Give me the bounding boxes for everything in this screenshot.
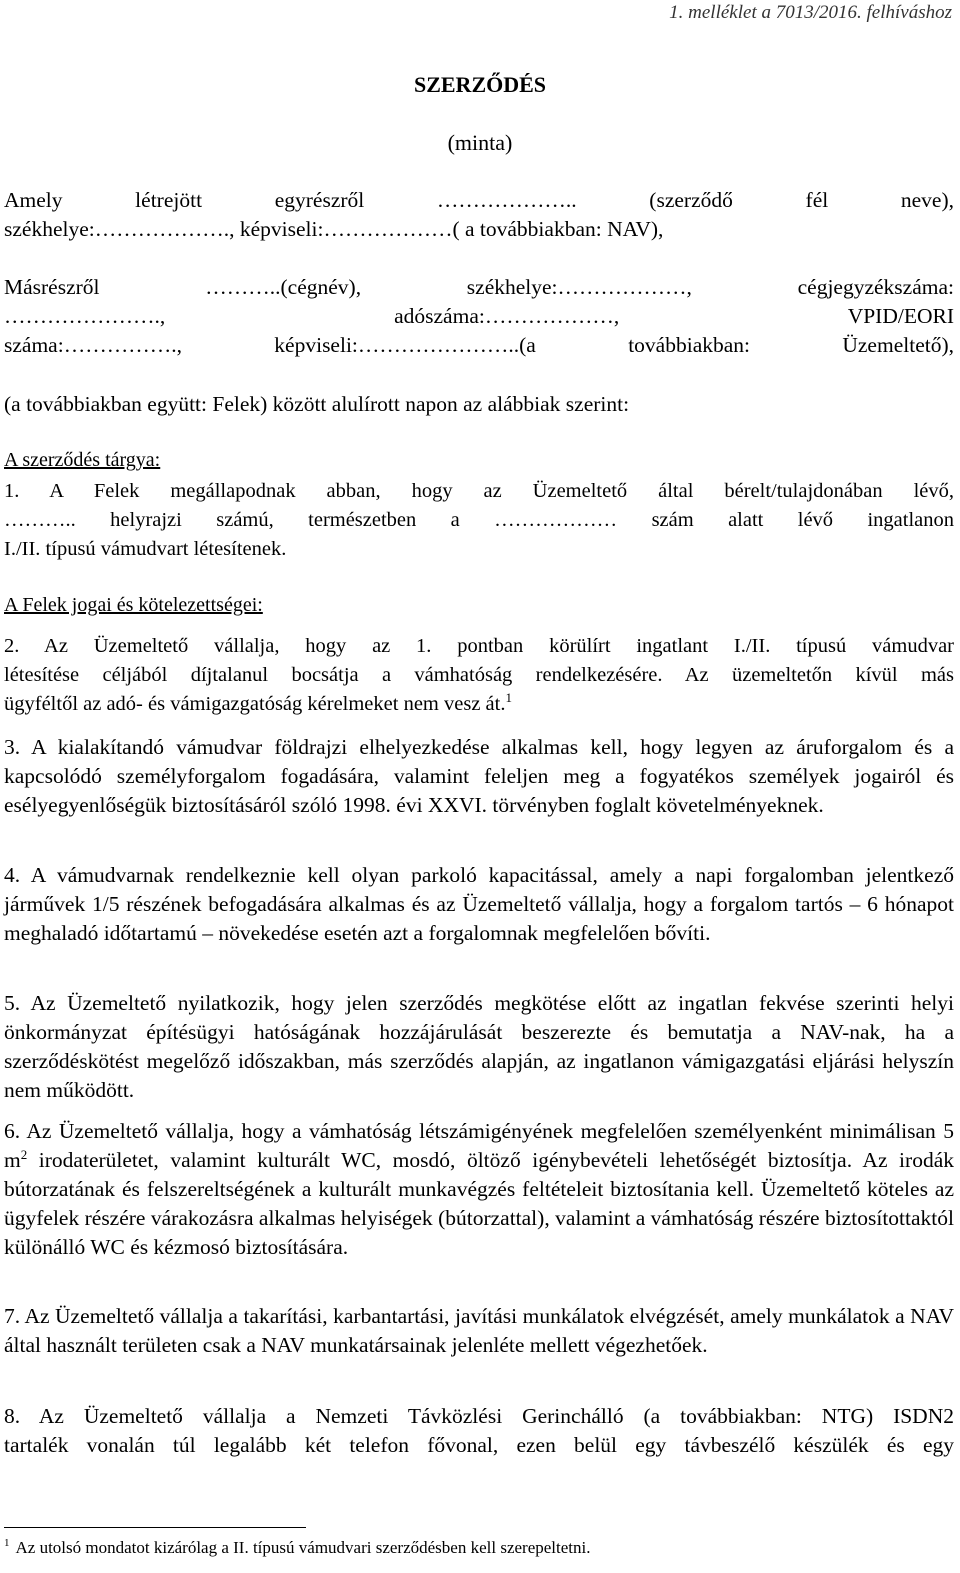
document-subtitle: (minta) bbox=[447, 130, 513, 155]
paragraph-2-line: 2. Az Üzemeltető vállalja, hogy az 1. pontban körülírt ingatlant I./II. típusú vámudvar bbox=[4, 635, 954, 657]
paragraph-8-line: tartalék vonalán túl legalább két telefon fővonal, ezen belül egy távbeszélő készülék és egy bbox=[4, 1433, 954, 1457]
party-1-line: székhelye:………………., képviseli:………………( a továbbiakban: NAV), bbox=[4, 217, 664, 241]
paragraph-8 bbox=[4, 1402, 954, 1460]
paragraph-6-text-a: 6. Az Üzemeltető vállalja, hogy a vámhatóság létszámigényének megfelelően személyenként minimálisan 5 m bbox=[4, 1119, 954, 1172]
party-2-line: száma:……………., képviseli:…………………..(a továbbiakban: Üzemeltető), bbox=[4, 333, 954, 357]
rights-heading: A Felek jogai és kötelezettségei: bbox=[4, 594, 263, 616]
party-2-line: Másrészről ………..(cégnév), székhelye:………………, cégjegyzékszáma: bbox=[4, 275, 954, 299]
paragraph-1-line: I./II. típusú vámudvart létesítenek. bbox=[4, 538, 287, 560]
paragraph-2-line: létesítése céljából díjtalanul bocsátja a vámhatóság rendelkezésére. Az üzemeltetőn kívül más bbox=[4, 664, 954, 686]
footnote-reference: 1 bbox=[505, 690, 512, 706]
paragraph-3: 3. A kialakítandó vámudvar földrajzi elhelyezkedése alkalmas kell, hogy legyen az áruforgalom és a kapcsolódó személyforgalom fogadására, valamint feleljen meg a fogyatékos személyek jogairól és esélyegyenlőségük biztosításáról szóló 1998. évi XXVI. törvényben foglalt követelményeknek. bbox=[4, 735, 954, 817]
footnote-mark: 1 bbox=[4, 1537, 10, 1550]
footnote-divider bbox=[4, 1527, 306, 1528]
paragraph-7: 7. Az Üzemeltető vállalja a takarítási, karbantartási, javítási munkálatok elvégzését, amely munkálatok a NAV által használt területen csak a NAV munkatársainak jelenléte mellett végezhetőek. bbox=[4, 1304, 954, 1357]
document-title: SZERZŐDÉS bbox=[413, 72, 547, 97]
paragraph-1 bbox=[4, 477, 954, 564]
paragraph-6-text-b: irodaterületet, valamint kulturált WC, mosdó, öltöző igénybevételi lehetőségét biztosítja. Az irodák bútorzatának és felszereltségének a kulturált munkavégzés feltételeit biztosítania kell. Üzemeltető köteles az ügyfelek részére várakozásra alkalmas helyiségek (bútorzattal), valamint a vámhatóság részére biztosítottaktól különálló WC és kézmosó biztosítására. bbox=[4, 1148, 954, 1259]
annex-reference: 1. melléklet a 7013/2016. felhíváshoz bbox=[669, 2, 952, 23]
paragraph-8-line: 8. Az Üzemeltető vállalja a Nemzeti Távközlési Gerinchálló (a továbbiakban: NTG) ISDN2 bbox=[4, 1404, 954, 1428]
paragraph-5: 5. Az Üzemeltető nyilatkozik, hogy jelen szerződés megkötése előtt az ingatlan fekvése szerinti helyi önkormányzat építésügyi hatóságának hozzájárulását beszerezte és bemutatja a NAV-nak, ha a szerződéskötést megelőző időszakban, más szerződés alapján, az ingatlanon vámigazgatási eljárási helyszín nem működött. bbox=[4, 991, 954, 1102]
footnote-text: Az utolsó mondatot kizárólag a II. típusú vámudvari szerződésben kell szerepeltetni. bbox=[15, 1538, 591, 1557]
subject-heading: A szerződés tárgya: bbox=[4, 449, 161, 471]
paragraph-2-last-text: ügyféltől az adó- és vámigazgatóság kérelmeket nem vesz át. bbox=[4, 693, 506, 715]
intro-paragraph bbox=[4, 390, 954, 419]
party-2-line: …………………., adószáma:………………, VPID/EORI bbox=[4, 304, 954, 328]
paragraph-2 bbox=[4, 632, 954, 719]
paragraph-1-line: ……….. helyrajzi számú, természetben a ……………… szám alatt lévő ingatlanon bbox=[4, 509, 954, 531]
paragraph-6 bbox=[4, 1117, 954, 1262]
intro-text: (a továbbiakban együtt: Felek) között alulírott napon az alábbiak szerint: bbox=[4, 392, 630, 416]
party-2-block bbox=[4, 273, 954, 360]
paragraph-2-line bbox=[4, 690, 954, 719]
paragraph-4: 4. A vámudvarnak rendelkeznie kell olyan parkoló kapacitással, amely a napi forgalomban jelentkező járművek 1/5 részének befogadására alkalmas és az Üzemeltető vállalja, hogy a forgalom tartós – 6 hónapot meghaladó időtartamú – növekedése esetén azt a forgalomnak megfelelően bővíti. bbox=[4, 863, 954, 945]
superscript-2: 2 bbox=[20, 1146, 28, 1162]
party-1-line: Amely létrejött egyrészről ……………….. (szerződő fél neve), bbox=[4, 188, 954, 212]
paragraph-1-line: 1. A Felek megállapodnak abban, hogy az Üzemeltető által bérelt/tulajdonában lévő, bbox=[4, 480, 954, 502]
footnote bbox=[4, 1538, 590, 1558]
party-1-block bbox=[4, 186, 954, 244]
